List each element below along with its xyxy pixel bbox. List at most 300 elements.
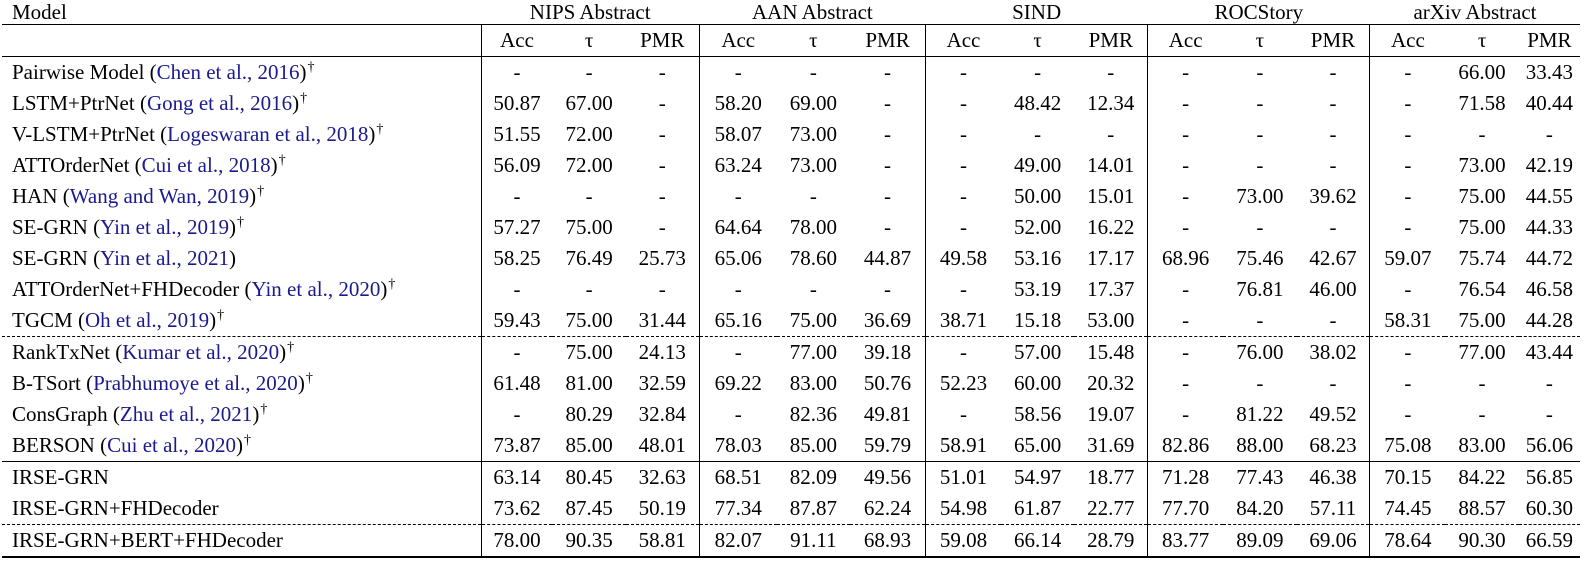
dagger-marker: †	[305, 371, 313, 386]
value-cell: 25.73	[638, 246, 686, 270]
value-cell: 48.01	[626, 430, 699, 462]
table-row	[2, 212, 1580, 243]
value-cell: 58.20	[699, 88, 776, 119]
value-cell: 32.63	[638, 465, 686, 489]
value-cell: -	[1148, 212, 1223, 243]
value-cell: 51.01	[926, 462, 1001, 494]
table-row	[2, 57, 1580, 89]
value-cell: 20.32	[1087, 371, 1135, 395]
model-name: IRSE-GRN+FHDecoder	[12, 496, 219, 520]
value-cell: 76.81	[1236, 277, 1284, 301]
value-cell: 46.58	[1525, 277, 1573, 301]
value-cell: -	[658, 60, 666, 84]
value-cell: -	[926, 399, 1001, 430]
value-cell: 16.22	[1087, 215, 1135, 239]
value-cell: 56.85	[1525, 465, 1573, 489]
value-cell: -	[884, 277, 892, 301]
model-name: ATTOrderNet	[12, 153, 130, 177]
value-cell: -	[809, 277, 817, 301]
value-cell: 87.45	[552, 493, 625, 525]
value-cell: 78.64	[1370, 525, 1445, 558]
value-cell: 82.86	[1148, 430, 1223, 462]
value-cell: 57.00	[1014, 340, 1062, 364]
value-cell: -	[1329, 215, 1337, 239]
value-cell: 59.79	[850, 430, 925, 462]
value-cell: 50.19	[626, 493, 699, 525]
value-cell: 77.00	[1458, 340, 1506, 364]
value-cell: 44.72	[1525, 246, 1573, 270]
value-cell: 58.91	[926, 430, 1001, 462]
value-cell: -	[884, 153, 892, 177]
value-cell: -	[926, 119, 1001, 150]
value-cell: -	[1256, 91, 1264, 115]
value-cell: 88.57	[1445, 493, 1518, 525]
dagger-marker: †	[300, 91, 308, 106]
value-cell: -	[658, 153, 666, 177]
citation-link[interactable]: Cui et al., 2020	[107, 433, 237, 457]
model-name-cell: ATTOrderNet+FHDecoder (Yin et al., 2020)†	[12, 277, 396, 301]
value-cell: -	[1370, 57, 1445, 89]
value-cell: 75.00	[565, 340, 613, 364]
table-row	[2, 525, 1580, 558]
table-row	[2, 430, 1580, 462]
value-cell: -	[1370, 337, 1445, 369]
citation-link[interactable]: Zhu et al., 2021	[119, 402, 253, 426]
model-name: RankTxNet	[12, 340, 110, 364]
value-cell: 77.43	[1236, 465, 1284, 489]
table-row	[2, 399, 1580, 430]
value-cell: 17.37	[1087, 277, 1135, 301]
value-cell: -	[926, 150, 1001, 181]
model-name: B-TSort	[12, 371, 81, 395]
value-cell: 56.06	[1519, 430, 1580, 462]
value-cell: 38.02	[1309, 340, 1357, 364]
value-cell: 77.00	[789, 340, 838, 364]
value-cell: 65.16	[699, 305, 776, 337]
value-cell: 63.14	[481, 462, 552, 494]
value-cell: -	[1370, 119, 1445, 150]
value-cell: -	[1370, 181, 1445, 212]
value-cell: -	[1370, 399, 1445, 430]
value-cell: -	[699, 399, 776, 430]
value-cell: 31.44	[626, 305, 699, 337]
table-row	[2, 88, 1580, 119]
citation-link[interactable]: Prabhumoye et al., 2020	[93, 371, 298, 395]
value-cell: -	[658, 184, 666, 208]
value-cell: -	[1370, 212, 1445, 243]
value-cell: -	[1370, 150, 1445, 181]
metric-header: Acc	[1148, 25, 1223, 57]
model-name-cell: SE-GRN (Yin et al., 2019)†	[12, 215, 244, 239]
value-cell: -	[809, 60, 817, 84]
value-cell: 19.07	[1087, 402, 1135, 426]
dagger-marker: †	[388, 277, 396, 292]
value-cell: -	[1148, 57, 1223, 89]
value-cell: -	[1148, 150, 1223, 181]
value-cell: 44.55	[1525, 184, 1573, 208]
group-header-sind: SIND	[1012, 0, 1062, 24]
model-name: IRSE-GRN+BERT+FHDecoder	[12, 528, 283, 552]
value-cell: 31.69	[1074, 430, 1147, 462]
value-cell: 75.00	[552, 305, 625, 337]
model-name-cell: ConsGraph (Zhu et al., 2021)†	[12, 402, 268, 426]
table-row	[2, 181, 1580, 212]
value-cell: -	[1370, 368, 1445, 399]
value-cell: 49.52	[1309, 402, 1357, 426]
value-cell: -	[1107, 60, 1115, 84]
model-name-cell: LSTM+PtrNet (Gong et al., 2016)†	[12, 91, 308, 115]
value-cell: 49.56	[863, 465, 912, 489]
value-cell: 52.23	[926, 368, 1001, 399]
value-cell: 44.33	[1525, 215, 1573, 239]
value-cell: -	[658, 91, 666, 115]
value-cell: 40.44	[1525, 91, 1573, 115]
group-header-nips: NIPS Abstract	[529, 0, 651, 24]
value-cell: 24.13	[638, 340, 686, 364]
value-cell: -	[658, 122, 666, 146]
citation-link[interactable]: Yin et al., 2020	[251, 277, 381, 301]
table-row	[2, 305, 1580, 337]
value-cell: -	[1329, 91, 1337, 115]
metric-header: τ	[584, 28, 594, 52]
value-cell: 46.00	[1309, 277, 1357, 301]
citation-link[interactable]: Kumar et al., 2020	[122, 340, 280, 364]
citation-link[interactable]: Gong et al., 2016	[146, 91, 293, 115]
metric-header: τ	[1477, 28, 1487, 52]
value-cell: -	[699, 57, 776, 89]
value-cell: 42.19	[1525, 153, 1573, 177]
citation-link[interactable]: Yin et al., 2021	[100, 246, 229, 270]
dagger-marker: †	[307, 60, 315, 75]
value-cell: 49.58	[926, 243, 1001, 274]
value-cell: -	[1329, 371, 1337, 395]
value-cell: 73.00	[1458, 153, 1506, 177]
model-name-cell: V-LSTM+PtrNet (Logeswaran et al., 2018)†	[12, 122, 384, 146]
value-cell: 33.43	[1525, 60, 1573, 84]
dagger-marker: †	[257, 184, 265, 199]
value-cell: -	[481, 399, 552, 430]
model-name-cell: ATTOrderNet (Cui et al., 2018)†	[12, 153, 286, 177]
value-cell: 75.00	[1458, 215, 1506, 239]
value-cell: 58.56	[1014, 402, 1062, 426]
value-cell: 82.36	[789, 402, 838, 426]
value-cell: -	[1370, 88, 1445, 119]
value-cell: 12.34	[1087, 91, 1135, 115]
value-cell: 73.00	[789, 122, 838, 146]
model-name: HAN	[12, 184, 58, 208]
citation-link[interactable]: Yin et al., 2019	[100, 215, 229, 239]
model-name-cell: BERSON (Cui et al., 2020)†	[2, 430, 481, 462]
value-cell: -	[1478, 371, 1486, 395]
value-cell: 91.11	[777, 525, 850, 558]
value-cell: -	[884, 60, 892, 84]
value-cell: 80.29	[565, 402, 613, 426]
value-cell: -	[1297, 305, 1370, 337]
value-cell: 73.00	[1236, 184, 1284, 208]
header-row-groups	[2, 0, 1580, 25]
metric-header: Acc	[926, 25, 1001, 57]
results-table	[2, 0, 1580, 558]
value-cell: 54.97	[1014, 465, 1062, 489]
citation-link[interactable]: Logeswaran et al., 2018	[167, 122, 369, 146]
table-row	[2, 150, 1580, 181]
value-cell: -	[585, 60, 593, 84]
value-cell: 85.00	[552, 430, 625, 462]
value-cell: 58.31	[1370, 305, 1445, 337]
value-cell: 22.77	[1074, 493, 1147, 525]
value-cell: 59.08	[926, 525, 1001, 558]
value-cell: 50.00	[1014, 184, 1062, 208]
value-cell: -	[1545, 402, 1553, 426]
value-cell: 90.30	[1445, 525, 1518, 558]
value-cell: 76.54	[1458, 277, 1506, 301]
dagger-marker: †	[278, 153, 286, 168]
value-cell: 68.93	[850, 525, 925, 558]
value-cell: 44.28	[1519, 305, 1580, 337]
metric-header: PMR	[1088, 28, 1133, 52]
value-cell: 73.87	[481, 430, 552, 462]
value-cell: 68.96	[1148, 243, 1223, 274]
value-cell: -	[1148, 181, 1223, 212]
citation-link[interactable]: Cui et al., 2018	[141, 153, 271, 177]
model-name-cell	[2, 462, 481, 494]
value-cell: -	[926, 181, 1001, 212]
model-name: ConsGraph	[12, 402, 108, 426]
value-cell: 44.87	[863, 246, 912, 270]
value-cell: -	[481, 181, 552, 212]
value-cell: -	[1256, 60, 1264, 84]
value-cell: 42.67	[1309, 246, 1357, 270]
model-column-header: Model	[12, 0, 67, 24]
value-cell: -	[1329, 60, 1337, 84]
value-cell: -	[1148, 119, 1223, 150]
value-cell: 71.28	[1148, 462, 1223, 494]
value-cell: 88.00	[1223, 430, 1296, 462]
value-cell: 49.00	[1014, 153, 1062, 177]
metric-header: Acc	[481, 25, 552, 57]
value-cell: -	[884, 184, 892, 208]
value-cell: 15.18	[1001, 305, 1074, 337]
value-cell: 43.44	[1525, 340, 1573, 364]
value-cell: 57.11	[1297, 493, 1370, 525]
value-cell: 61.87	[1001, 493, 1074, 525]
group-header-rocstory: ROCStory	[1214, 0, 1304, 24]
metric-header: τ	[1255, 28, 1265, 52]
model-name: ATTOrderNet+FHDecoder	[12, 277, 240, 301]
value-cell: -	[926, 274, 1001, 305]
value-cell: 90.35	[552, 525, 625, 558]
value-cell: 58.25	[481, 243, 552, 274]
value-cell: 28.79	[1074, 525, 1147, 558]
value-cell: 52.00	[1014, 215, 1062, 239]
group-header-aan: AAN Abstract	[752, 0, 873, 24]
model-name: Pairwise Model	[12, 60, 145, 84]
dagger-marker: †	[376, 122, 384, 137]
table-row	[2, 243, 1580, 274]
dagger-marker: †	[260, 402, 268, 417]
value-cell: 83.00	[789, 371, 838, 395]
value-cell: -	[1256, 122, 1264, 146]
dagger-marker: †	[287, 340, 295, 355]
value-cell: -	[884, 91, 892, 115]
citation-link[interactable]: Oh et al., 2019	[84, 308, 210, 332]
model-name-cell: TGCM (Oh et al., 2019)†	[2, 305, 481, 337]
metric-header: τ	[1033, 28, 1042, 52]
metric-header: PMR	[1310, 28, 1356, 52]
value-cell: 68.23	[1297, 430, 1370, 462]
value-cell: 50.87	[481, 88, 552, 119]
dagger-marker: †	[217, 308, 225, 323]
table-row	[2, 337, 1580, 369]
metric-header: PMR	[640, 28, 685, 52]
value-cell: 51.55	[481, 119, 552, 150]
model-name: SE-GRN	[12, 215, 88, 239]
header-row-metrics	[2, 25, 1580, 57]
value-cell: -	[1370, 274, 1445, 305]
value-cell: 76.00	[1236, 340, 1284, 364]
value-cell: 80.45	[565, 465, 613, 489]
value-cell: -	[809, 184, 817, 208]
value-cell: 66.00	[1458, 60, 1506, 84]
value-cell: 65.00	[1001, 430, 1074, 462]
value-cell: 68.51	[699, 462, 776, 494]
value-cell: -	[1034, 122, 1042, 146]
value-cell: 75.00	[565, 215, 613, 239]
value-cell: -	[1478, 402, 1486, 426]
value-cell: -	[1478, 122, 1486, 146]
model-name: V-LSTM+PtrNet	[12, 122, 155, 146]
value-cell: 18.77	[1087, 465, 1135, 489]
model-name-cell: Pairwise Model (Chen et al., 2016)†	[12, 60, 315, 84]
value-cell: 78.60	[789, 246, 838, 270]
value-cell: -	[481, 274, 552, 305]
metric-header: Acc	[1370, 25, 1445, 57]
value-cell: 73.00	[789, 153, 838, 177]
value-cell: -	[1148, 88, 1223, 119]
value-cell: 81.00	[565, 371, 613, 395]
value-cell: 60.00	[1014, 371, 1062, 395]
value-cell: 53.00	[1074, 305, 1147, 337]
citation-link[interactable]: Chen et al., 2016	[156, 60, 300, 84]
value-cell: -	[926, 337, 1001, 369]
value-cell: 83.77	[1148, 525, 1223, 558]
value-cell: -	[926, 212, 1001, 243]
metric-header-blank	[2, 25, 481, 57]
metric-header: PMR	[865, 28, 910, 52]
value-cell: 69.06	[1297, 525, 1370, 558]
value-cell: 14.01	[1087, 153, 1135, 177]
value-cell: 84.22	[1458, 465, 1506, 489]
value-cell: 48.42	[1014, 91, 1062, 115]
value-cell: 32.59	[638, 371, 686, 395]
value-cell: -	[699, 274, 776, 305]
value-cell: 59.43	[481, 305, 552, 337]
table-row	[2, 119, 1580, 150]
value-cell: 39.18	[863, 340, 912, 364]
value-cell: 17.17	[1087, 246, 1135, 270]
value-cell: 69.22	[699, 368, 776, 399]
value-cell: 75.08	[1370, 430, 1445, 462]
value-cell: -	[481, 57, 552, 89]
value-cell: -	[1256, 371, 1264, 395]
value-cell: 75.00	[1458, 184, 1506, 208]
value-cell: 53.19	[1014, 277, 1062, 301]
value-cell: 75.00	[777, 305, 850, 337]
value-cell: 57.27	[481, 212, 552, 243]
model-name: SE-GRN	[12, 246, 88, 270]
value-cell: 46.38	[1309, 465, 1357, 489]
value-cell: -	[926, 88, 1001, 119]
value-cell: 66.14	[1001, 525, 1074, 558]
value-cell: 38.71	[926, 305, 1001, 337]
value-cell: 64.64	[699, 212, 776, 243]
value-cell: 75.74	[1458, 246, 1506, 270]
value-cell: 65.06	[699, 243, 776, 274]
value-cell: 50.76	[863, 371, 912, 395]
dagger-marker: †	[244, 433, 252, 448]
value-cell: -	[1148, 368, 1223, 399]
value-cell: 81.22	[1236, 402, 1284, 426]
value-cell: -	[699, 181, 776, 212]
value-cell: 60.30	[1519, 493, 1580, 525]
table-row	[2, 462, 1580, 494]
value-cell: 15.01	[1087, 184, 1135, 208]
value-cell: -	[1256, 215, 1264, 239]
value-cell: 77.34	[699, 493, 776, 525]
table-row	[2, 368, 1580, 399]
metric-header: PMR	[1527, 28, 1572, 52]
value-cell: 75.00	[1445, 305, 1518, 337]
value-cell: 71.58	[1458, 91, 1506, 115]
value-cell: 63.24	[699, 150, 776, 181]
value-cell: -	[699, 337, 776, 369]
value-cell: 66.59	[1519, 525, 1580, 558]
value-cell: 58.81	[626, 525, 699, 558]
value-cell: -	[1148, 274, 1223, 305]
model-name-cell	[2, 493, 481, 525]
value-cell: 36.69	[850, 305, 925, 337]
value-cell: -	[926, 57, 1001, 89]
table-row	[2, 493, 1580, 525]
value-cell: 85.00	[777, 430, 850, 462]
value-cell: -	[1329, 153, 1337, 177]
model-name: LSTM+PtrNet	[12, 91, 135, 115]
model-name: IRSE-GRN	[12, 465, 109, 489]
value-cell: 77.70	[1148, 493, 1223, 525]
value-cell: -	[1148, 337, 1223, 369]
value-cell: 82.09	[789, 465, 838, 489]
value-cell: -	[1107, 122, 1115, 146]
value-cell: 32.84	[638, 402, 686, 426]
value-cell: 39.62	[1309, 184, 1357, 208]
value-cell: -	[1148, 305, 1223, 337]
value-cell: 78.03	[699, 430, 776, 462]
citation-link[interactable]: Wang and Wan, 2019	[69, 184, 250, 208]
value-cell: 75.46	[1236, 246, 1284, 270]
results-body	[2, 57, 1580, 558]
value-cell: 49.81	[863, 402, 912, 426]
value-cell: -	[1329, 122, 1337, 146]
value-cell: -	[884, 122, 892, 146]
value-cell: 87.87	[777, 493, 850, 525]
value-cell: -	[1545, 371, 1553, 395]
value-cell: 76.49	[565, 246, 613, 270]
value-cell: 72.00	[565, 122, 613, 146]
value-cell: -	[585, 277, 593, 301]
value-cell: 61.48	[481, 368, 552, 399]
value-cell: 82.07	[699, 525, 776, 558]
value-cell: 78.00	[789, 215, 838, 239]
